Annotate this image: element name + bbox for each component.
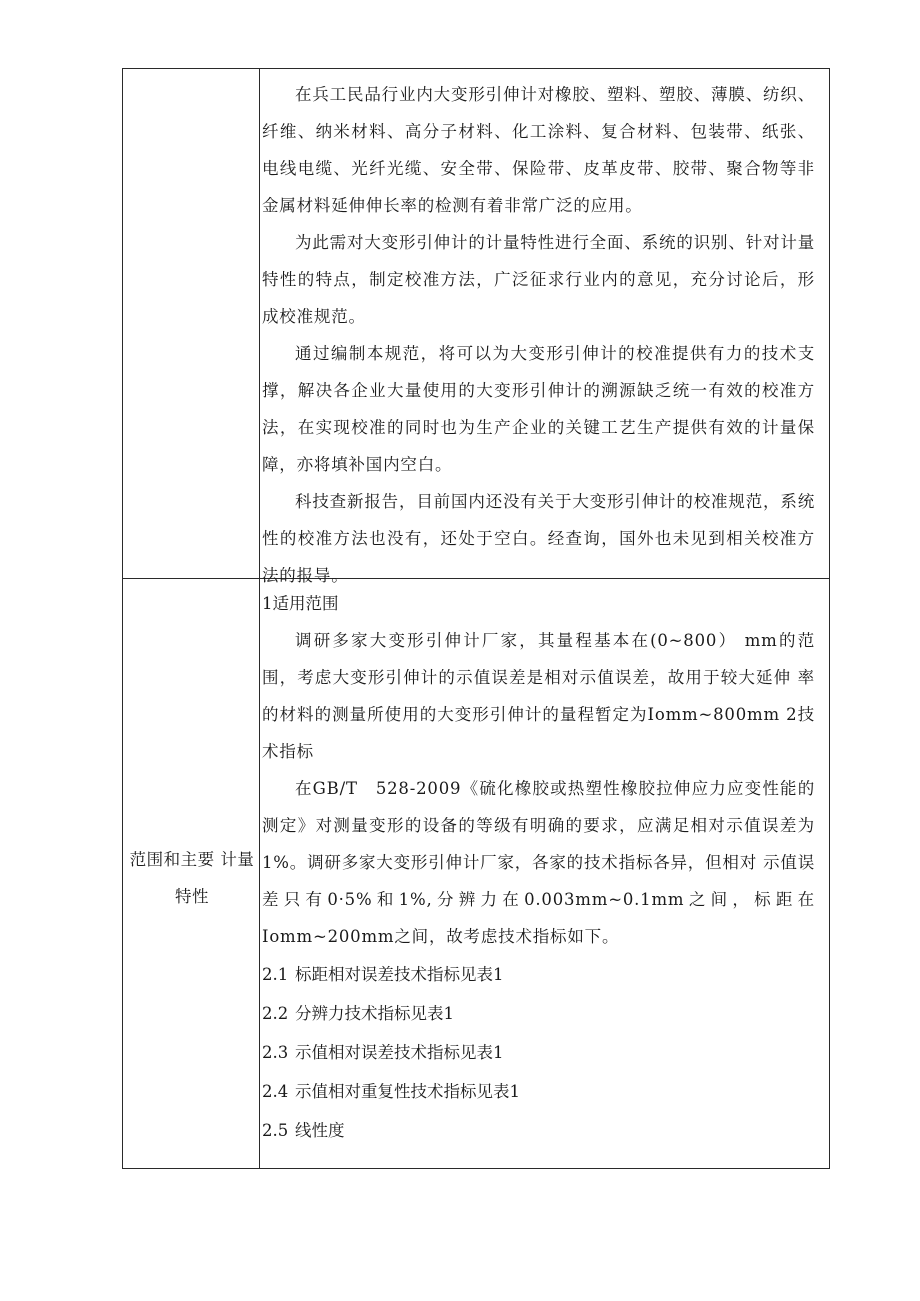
list-item-number: 2.1 xyxy=(262,965,289,984)
list-item xyxy=(262,1033,815,1072)
row-content-cell-background xyxy=(260,69,829,585)
list-item-number: 2.4 xyxy=(262,1082,289,1101)
row-content-cell-scope xyxy=(260,579,829,1168)
list-item xyxy=(262,1072,815,1111)
paragraph-standard: 在GB/T 528-2009《硫化橡胶或热塑性橡胶拉伸应力应变性能的测定》对测量变形的设备的等级有明确的要求，应满足相对示值误差为1%。调研多家大变形引伸计厂家，各家的技术指标各异，但相对 示值误差只有0·5%和1%,分辨力在0.003mm~0.1mm之间，标距在Iomm~200mm之间，故考虑技术指标如下。 xyxy=(262,779,815,946)
paragraph-range: 调研多家大变形引伸计厂家，其量程基本在(0~800） mm的范 围，考虑大变形引伸计的示值误差是相对示值误差，故用于较大延伸 率的材料的测量所使用的大变形引伸计的量程暂定为Iomm~800mm 2技术指标 xyxy=(262,631,815,761)
document-table xyxy=(122,68,830,1169)
paragraph-novelty-search: 科技查新报告，目前国内还没有关于大变形引伸计的校准规范，系统性的校准方法也没有，还处于空白。经查询，国外也未见到相关校准方法的报导。 xyxy=(262,492,815,585)
list-item-text: 线性度 xyxy=(295,1121,345,1140)
list-item-text: 标距相对误差技术指标见表1 xyxy=(295,965,504,984)
list-item-number: 2.3 xyxy=(262,1043,289,1062)
list-item-text: 示值相对误差技术指标见表1 xyxy=(295,1043,504,1062)
list-item-number: 2.5 xyxy=(262,1121,289,1140)
list-item xyxy=(262,994,815,1033)
table-row-scope xyxy=(123,579,829,1168)
list-item-text: 分辨力技术指标见表1 xyxy=(295,1004,454,1023)
list-item xyxy=(262,955,815,994)
list-item xyxy=(262,1111,815,1150)
row-label-cell-empty xyxy=(123,69,260,578)
row-label-cell-scope xyxy=(123,579,260,1168)
row-label-scope: 范围和主要 计量特性 xyxy=(129,850,255,906)
list-item-text: 示值相对重复性技术指标见表1 xyxy=(295,1082,520,1101)
paragraph-purpose: 通过编制本规范，将可以为大变形引伸计的校准提供有力的技术支撑，解决各企业大量使用的大变形引伸计的溯源缺乏统一有效的校准方法，在实现校准的同时也为生产企业的关键工艺生产提供有效的计量保障，亦将填补国内空白。 xyxy=(262,344,815,474)
paragraph-necessity: 为此需对大变形引伸计的计量特性进行全面、系统的识别、针对计量特性的特点，制定校准方法，广泛征求行业内的意见，充分讨论后，形成校准规范。 xyxy=(262,233,815,326)
list-item-number: 2.2 xyxy=(262,1004,289,1023)
section-heading-scope: 1适用范围 xyxy=(262,594,339,613)
paragraph-application: 在兵工民品行业内大变形引伸计对橡胶、塑料、塑胶、薄膜、纺织、纤维、纳米材料、高分子材料、化工涂料、复合材料、包装带、纸张、电线电缆、光纤光缆、安全带、保险带、皮革皮带、胶带、聚合物等非金属材料延伸伸长率的检测有着非常广泛的应用。 xyxy=(262,85,815,215)
table-row-background xyxy=(123,69,829,585)
